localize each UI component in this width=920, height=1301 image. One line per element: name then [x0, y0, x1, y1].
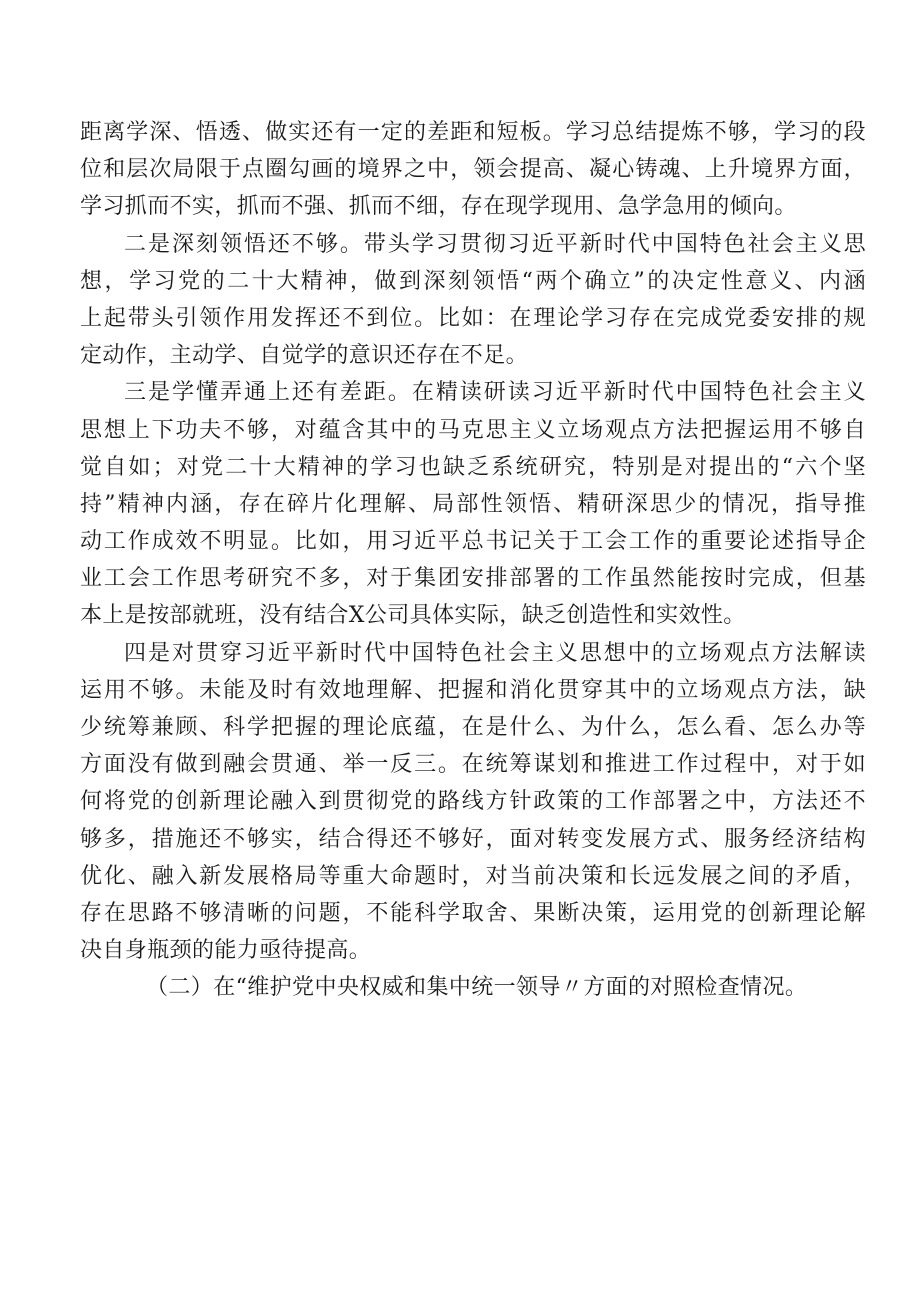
text-line: 业工会工作思考研究不多，对于集团安排部署的工作虽然能按时完成，但基 — [80, 566, 866, 592]
text-line: 本上是按部就班，没有结合X公司具体实际，缺乏创造性和实效性。 — [80, 603, 746, 629]
text-line: 方面没有做到融会贯通、举一反三。在统筹谋划和推进工作过程中，对于如 — [80, 752, 866, 778]
text-line: 想，学习党的二十大精神，做到深刻领悟“两个确立”的决定性意义、内涵 — [80, 268, 866, 294]
text-line: 学习抓而不实，抓而不强、抓而不细，存在现学现用、急学急用的倾向。 — [80, 194, 797, 220]
text-line: 存在思路不够清晰的问题，不能科学取舍、果断决策，运用党的创新理论解 — [80, 900, 866, 926]
text-line: 距离学深、悟透、做实还有一定的差距和短板。学习总结提炼不够，学习的段 — [80, 120, 866, 145]
text-line: 上起带头引领作用发挥还不到位。比如：在理论学习存在完成党委安排的规 — [80, 305, 866, 331]
section-heading: （二）在“维护党中央权威和集中统一领导〃方面的对照检查情况。 — [146, 975, 808, 1001]
text-line: 何将党的创新理论融入到贯彻党的路线方针政策的工作部署之中，方法还不 — [80, 789, 866, 815]
text-line: 位和层次局限于点圈勾画的境界之中，领会提高、凝心铸魂、上升境界方面， — [80, 157, 866, 183]
text-line: 优化、融入新发展格局等重大命题时，对当前决策和长远发展之间的矛盾， — [80, 863, 866, 889]
text-line: 四是对贯穿习近平新时代中国特色社会主义思想中的立场观点方法解读 — [124, 640, 866, 666]
text-line: 运用不够。未能及时有效地理解、把握和消化贯穿其中的立场观点方法，缺 — [80, 677, 866, 703]
text-line: 够多，措施还不够实，结合得还不够好，面对转变发展方式、服务经济结构 — [80, 826, 866, 852]
text-line: 思想上下功夫不够，对蕴含其中的马克思主义立场观点方法把握运用不够自 — [80, 417, 866, 443]
text-line: 二是深刻领悟还不够。带头学习贯彻习近平新时代中国特色社会主义思 — [124, 231, 866, 257]
text-line: 三是学懂弄通上还有差距。在精读研读习近平新时代中国特色社会主义 — [124, 380, 866, 406]
text-line: 定动作，主动学、自觉学的意识还存在不足。 — [80, 343, 529, 369]
text-line: 觉自如；对党二十大精神的学习也缺乏系统研究，特别是对提出的“六个坚 — [80, 454, 866, 480]
text-line: 动工作成效不明显。比如，用习近平总书记关于工会工作的重要论述指导企 — [80, 529, 866, 555]
text-line: 少统筹兼顾、科学把握的理论底蕴，在是什么、为什么，怎么看、怎么办等 — [80, 715, 866, 740]
text-line: 决自身瓶颈的能力亟待提高。 — [80, 938, 372, 964]
text-line: 持”精神内涵，存在碎片化理解、局部性领悟、精研深思少的情况，指导推 — [80, 491, 866, 517]
document-body — [80, 114, 866, 1007]
